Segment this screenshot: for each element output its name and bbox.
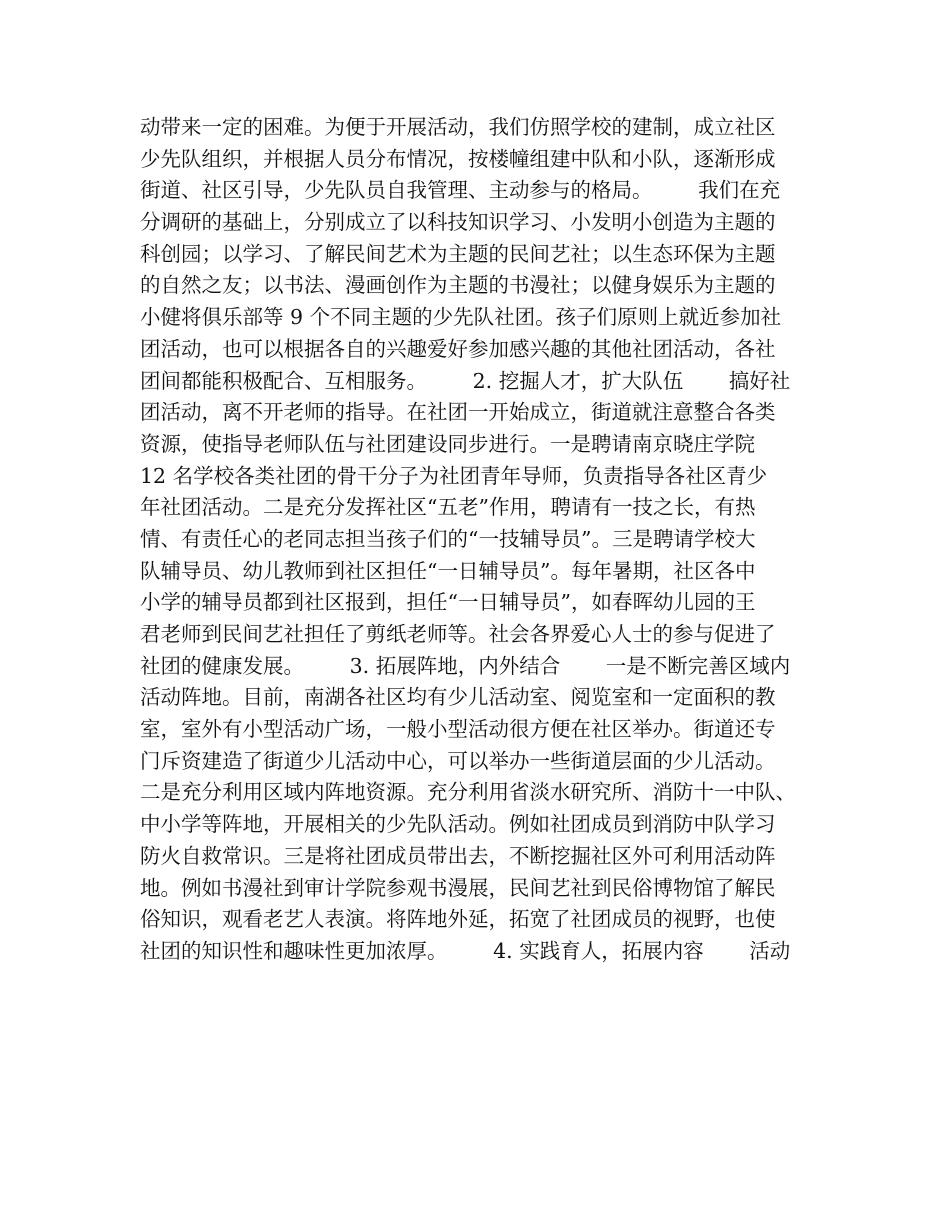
text-line: 活动阵地。目前，南湖各社区均有少儿活动室、阅览室和一定面积的教 xyxy=(140,685,776,710)
text-line: 科创园；以学习、了解民间艺术为主题的民间艺社；以生态环保为主题 xyxy=(140,241,776,266)
text-line: 街道、社区引导，少先队员自我管理、主动参与的格局。 我们在充 xyxy=(140,178,781,203)
text-line: 室，室外有小型活动广场，一般小型活动很方便在社区举办。街道还专 xyxy=(140,717,776,742)
text-line: 团间都能积极配合、互相服务。 2. 挖掘人才，扩大队伍 搞好社 xyxy=(140,368,791,393)
text-line: 中小学等阵地，开展相关的少先队活动。例如社团成员到消防中队学习 xyxy=(140,812,776,837)
text-line: 团活动，离不开老师的指导。在社团一开始成立，街道就注意整合各类 xyxy=(140,400,776,425)
text-line: 小健将俱乐部等 9 个不同主题的少先队社团。孩子们原则上就近参加社 xyxy=(140,305,782,330)
text-line: 团活动，也可以根据各自的兴趣爱好参加感兴趣的其他社团活动，各社 xyxy=(140,336,776,361)
text-line: 门斥资建造了街道少儿活动中心，可以举办一些街道层面的少儿活动。 xyxy=(140,748,776,773)
text-line: 社团的健康发展。 3. 拓展阵地，内外结合 一是不断完善区域内 xyxy=(140,653,791,678)
text-line: 俗知识，观看老艺人表演。将阵地外延，拓宽了社团成员的视野，也使 xyxy=(140,907,776,932)
text-line: 12 名学校各类社团的骨干分子为社团青年导师，负责指导各社区青少 xyxy=(140,463,768,488)
text-line: 分调研的基础上，分别成立了以科技知识学习、小发明小创造为主题的 xyxy=(140,210,776,235)
text-line: 二是充分利用区域内阵地资源。充分利用省淡水研究所、消防十一中队、 xyxy=(140,780,796,805)
text-line: 地。例如书漫社到审计学院参观书漫展，民间艺社到民俗博物馆了解民 xyxy=(140,875,776,900)
text-line: 小学的辅导员都到社区报到，担任“一日辅导员”，如春晖幼儿园的王 xyxy=(140,590,756,615)
text-line: 少先队组织，并根据人员分布情况，按楼幢组建中队和小队，逐渐形成 xyxy=(140,146,776,171)
text-line: 情、有责任心的老同志担当孩子们的“一技辅导员”。三是聘请学校大 xyxy=(140,526,756,551)
text-line: 动带来一定的困难。为便于开展活动，我们仿照学校的建制，成立社区 xyxy=(140,115,776,139)
text-line: 队辅导员、幼儿教师到社区担任“一日辅导员”。每年暑期，社区各中 xyxy=(140,558,756,583)
text-line: 年社团活动。二是充分发挥社区“五老”作用，聘请有一技之长，有热 xyxy=(140,495,756,520)
text-line: 君老师到民间艺社担任了剪纸老师等。社会各界爱心人士的参与促进了 xyxy=(140,622,776,646)
text-line: 资源，使指导老师队伍与社团建设同步进行。一是聘请南京晓庄学院 xyxy=(140,431,755,456)
text-line: 的自然之友；以书法、漫画创作为主题的书漫社；以健身娱乐为主题的 xyxy=(140,273,776,298)
body-text xyxy=(140,112,820,968)
text-line: 防火自救常识。三是将社团成员带出去，不断挖掘社区外可利用活动阵 xyxy=(140,843,776,868)
text-line: 社团的知识性和趣味性更加浓厚。 4. 实践育人，拓展内容 活动 xyxy=(140,938,791,963)
